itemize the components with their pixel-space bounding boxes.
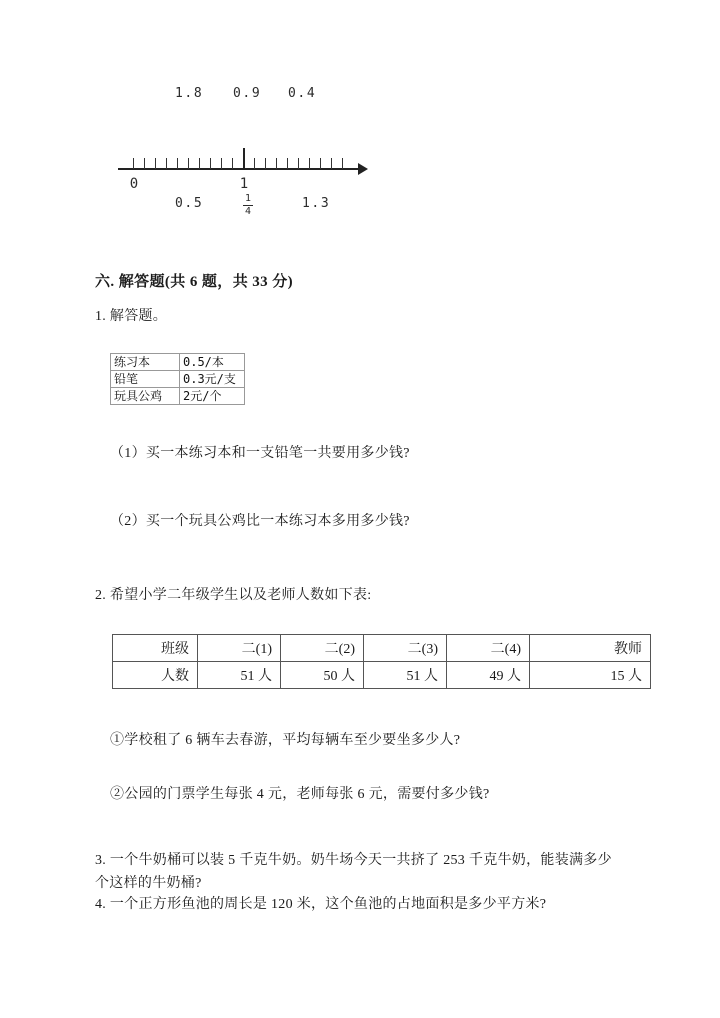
problem1-subquestion-1: （1）买一本练习本和一支铅笔一共要用多少钱?	[110, 446, 410, 461]
number-line-tick	[133, 158, 134, 169]
number-line-tick	[320, 158, 321, 169]
number-line-tick	[287, 158, 288, 169]
class-table-header-cell: 教师	[530, 635, 651, 662]
class-table-header-cell: 二(4)	[447, 635, 530, 662]
number-line-major-tick	[243, 148, 245, 169]
problem1-subquestion-2: （2）买一个玩具公鸡比一本练习本多用多少钱?	[110, 514, 410, 529]
price-item-value: 2元/个	[180, 388, 245, 405]
problem2-subquestion-2: ②公园的门票学生每张 4 元，老师每张 6 元，需要付多少钱?	[110, 787, 490, 802]
number-line-bottom-value-0: 0.5	[175, 196, 204, 211]
number-line-tick	[177, 158, 178, 169]
table-row	[113, 635, 651, 662]
price-table	[110, 353, 245, 405]
problem3-text: 3. 一个牛奶桶可以装 5 千克牛奶。奶牛场今天一共挤了 253 千克牛奶，能装满多少个这样的牛奶桶?	[95, 853, 612, 892]
class-table-data-cell: 50 人	[281, 662, 364, 689]
number-line-tick	[265, 158, 266, 169]
number-line-tick	[232, 158, 233, 169]
price-item-name: 玩具公鸡	[111, 388, 180, 405]
number-line-top-values	[0, 86, 720, 108]
number-line-tick	[342, 158, 343, 169]
class-table-data-cell: 15 人	[530, 662, 651, 689]
number-line-bottom-values	[0, 193, 720, 226]
class-table-data-cell: 51 人	[198, 662, 281, 689]
number-line-bottom-fraction	[243, 194, 253, 217]
number-line-tick	[188, 158, 189, 169]
number-line-top-value-1: 0.9	[233, 86, 262, 101]
number-line-tick	[331, 158, 332, 169]
class-count-table	[112, 634, 651, 689]
price-item-value: 0.3元/支	[180, 371, 245, 388]
price-item-value: 0.5/本	[180, 354, 245, 371]
problem4-text: 4. 一个正方形鱼池的周长是 120 米，这个鱼池的占地面积是多少平方米?	[95, 897, 547, 912]
table-row	[111, 354, 245, 371]
class-table-header-cell: 二(2)	[281, 635, 364, 662]
class-table-data-cell: 51 人	[364, 662, 447, 689]
number-line-tick	[199, 158, 200, 169]
number-line-tick	[254, 158, 255, 169]
price-item-name: 铅笔	[111, 371, 180, 388]
number-line-tick	[276, 158, 277, 169]
problem2-subquestion-1: ①学校租了 6 辆车去春游，平均每辆车至少要坐多少人?	[110, 733, 461, 748]
table-row	[113, 662, 651, 689]
number-line-figure	[0, 78, 720, 238]
number-line-bottom-value-1: 1.3	[302, 196, 331, 211]
problem2-title: 2. 希望小学二年级学生以及老师人数如下表:	[95, 588, 372, 603]
number-line-label-one: 1	[239, 176, 249, 192]
number-line-tick	[210, 158, 211, 169]
number-line-tick	[144, 158, 145, 169]
class-table-header-cell: 二(3)	[364, 635, 447, 662]
number-line-top-value-2: 0.4	[288, 86, 317, 101]
number-line-arrowhead	[358, 163, 368, 175]
number-line-tick	[166, 158, 167, 169]
number-line-tick	[155, 158, 156, 169]
class-table-header-cell: 二(1)	[198, 635, 281, 662]
section-heading: 六. 解答题(共 6 题，共 33 分)	[95, 274, 293, 290]
problem1-title: 1. 解答题。	[95, 309, 168, 324]
number-line-tick	[309, 158, 310, 169]
number-line-label-zero: 0	[129, 176, 139, 192]
number-line-tick	[298, 158, 299, 169]
number-line-tick	[221, 158, 222, 169]
class-table-data-cell: 人数	[113, 662, 198, 689]
number-line-top-value-0: 1.8	[175, 86, 204, 101]
fraction-denominator: 4	[245, 206, 252, 217]
class-table-data-cell: 49 人	[447, 662, 530, 689]
table-row	[111, 388, 245, 405]
price-item-name: 练习本	[111, 354, 180, 371]
class-table-header-cell: 班级	[113, 635, 198, 662]
fraction-numerator: 1	[245, 193, 252, 204]
table-row	[111, 371, 245, 388]
